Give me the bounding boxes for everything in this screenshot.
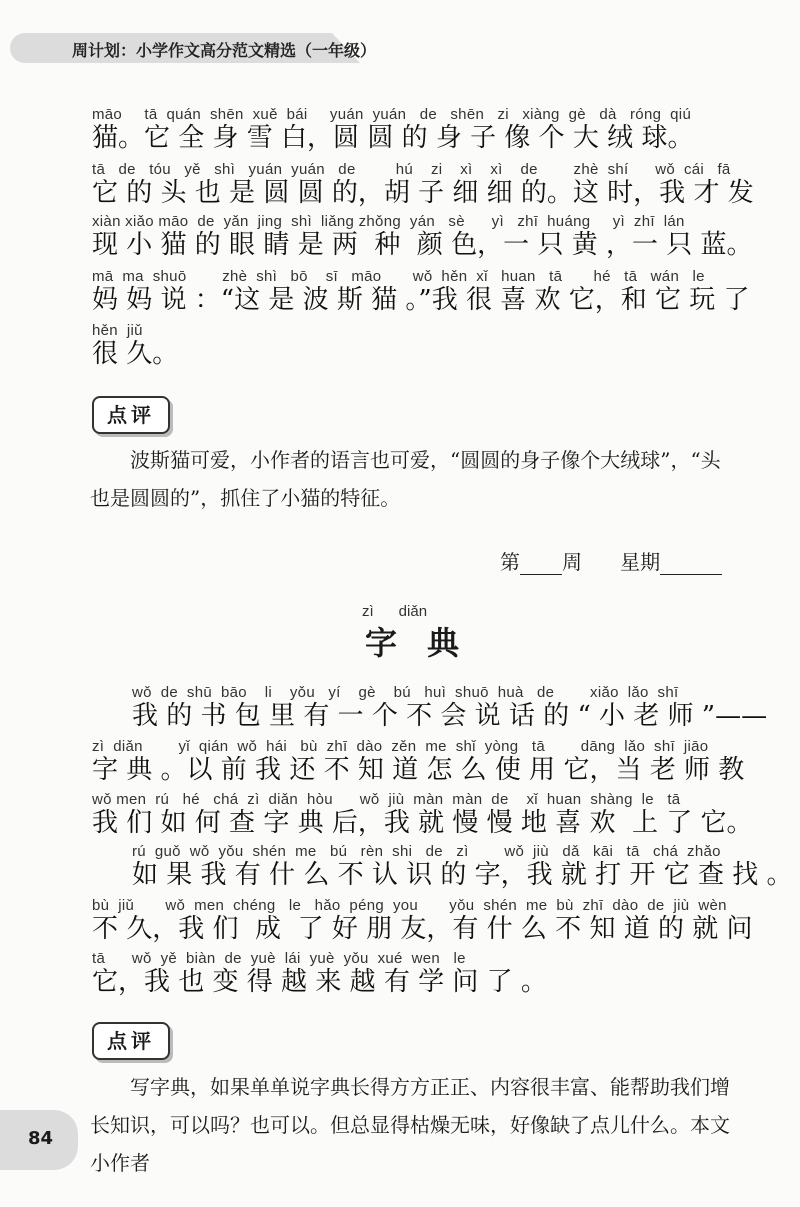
week-di: 第 <box>500 550 520 574</box>
review-badge-label: 点评 <box>107 1029 155 1053</box>
hanzi-line: 不 久，我 们 成 了 好 朋 友，有 什 么 不 知 道 的 就 问 <box>92 914 753 944</box>
story1-line <box>92 106 693 154</box>
hanzi-line: 妈 妈 说 ：“这 是 波 斯 猫 。”我 很 喜 欢 它，和 它 玩 了 <box>92 285 750 315</box>
pinyin-line: tā de tóu yě shì yuán yuán de hú zi xì xì de zhè shí wǒ cái fā <box>92 161 731 178</box>
pinyin-line: māo tā quán shēn xuě bái yuán yuán de shēn zi xiàng gè dà róng qiú <box>92 106 692 123</box>
hanzi-line: 我 的 书 包 里 有 一 个 不 会 说 话 的 “ 小 老 师 ”—— <box>132 701 768 731</box>
running-header: 周计划：小学作文高分范文精选（一年级） <box>72 41 377 60</box>
hanzi-line: 字 典 。以 前 我 还 不 知 道 怎 么 使 用 它，当 老 师 教 <box>92 755 745 785</box>
story2-line <box>92 791 753 839</box>
story2-line <box>92 843 793 891</box>
review-text: 波斯猫可爱，小作者的语言也可爱，“圆圆的身子像个大绒球”，“头也是圆圆的”，抓住了小猫的特征。 <box>90 448 721 510</box>
story1-line <box>92 322 178 370</box>
title-pinyin: zì diǎn <box>362 603 428 620</box>
pinyin-line: rú guǒ wǒ yǒu shén me bú rèn shi de zì wǒ jiù dǎ kāi tā chá zhǎo <box>132 843 721 860</box>
pinyin-line: hěn jiǔ <box>92 322 143 339</box>
hanzi-line: 它 的 头 也 是 圆 圆 的，胡 子 细 细 的。这 时，我 才 发 <box>92 178 754 208</box>
hanzi-line: 我 们 如 何 查 字 典 后，我 就 慢 慢 地 喜 欢 上 了 它。 <box>92 808 753 838</box>
page-title: 字典 <box>365 624 490 662</box>
hanzi-line: 很 久。 <box>92 339 179 369</box>
pinyin-line: wǒ men rú hé chá zì diǎn hòu wǒ jiù màn màn de xǐ huan shàng le tā <box>92 791 681 808</box>
weekday-blank <box>660 573 722 575</box>
hanzi-line: 它，我 也 变 得 越 来 越 有 学 问 了 。 <box>92 967 547 997</box>
review-badge <box>92 1022 170 1060</box>
story1-line <box>92 161 754 209</box>
story1-line <box>92 268 750 316</box>
page-number: 84 <box>28 1128 54 1149</box>
story1-line <box>92 213 753 261</box>
page-number-tab <box>0 1110 78 1170</box>
week-zhou: 周 <box>562 550 582 574</box>
pinyin-line: mā ma shuō zhè shì bō sī māo wǒ hěn xǐ huan tā hé tā wán le <box>92 268 705 285</box>
pinyin-line: xiàn xiǎo māo de yǎn jing shì liǎng zhǒng yán sè yì zhī huáng yì zhī lán <box>92 213 685 230</box>
pinyin-line: tā wǒ yě biàn de yuè lái yuè yǒu xué wen le <box>92 950 466 967</box>
week-blank <box>520 573 562 575</box>
hanzi-line: 猫。它 全 身 雪 白，圆 圆 的 身 子 像 个 大 绒 球。 <box>92 123 694 153</box>
review-badge <box>92 396 170 434</box>
review-badge-label: 点评 <box>107 403 155 427</box>
story2-line <box>92 950 547 998</box>
hanzi-line: 如 果 我 有 什 么 不 认 识 的 字，我 就 打 开 它 查 找 。 <box>132 860 793 890</box>
week-line <box>500 546 722 575</box>
pinyin-line: bù jiǔ wǒ men chéng le hǎo péng you yǒu shén me bù zhī dào de jiù wèn <box>92 897 727 914</box>
weekday-label: 星期 <box>620 550 661 574</box>
review-text: 写字典，如果单单说字典长得方方正正、内容很丰富、能帮助我们增长知识，可以吗？也可以。但总显得枯燥无味，好像缺了点儿什么。本文小作者 <box>90 1075 730 1175</box>
hanzi-line: 现 小 猫 的 眼 睛 是 两 种 颜 色，一 只 黄 ，一 只 蓝。 <box>92 230 753 260</box>
pinyin-line: wǒ de shū bāo li yǒu yí gè bú huì shuō huà de xiǎo lǎo shī <box>132 684 679 701</box>
pinyin-line: zì diǎn yǐ qián wǒ hái bù zhī dào zěn me shǐ yòng tā dāng lǎo shī jiāo <box>92 738 709 755</box>
story2-line <box>92 738 744 786</box>
story2-line <box>92 684 767 732</box>
story2-line <box>92 897 753 945</box>
